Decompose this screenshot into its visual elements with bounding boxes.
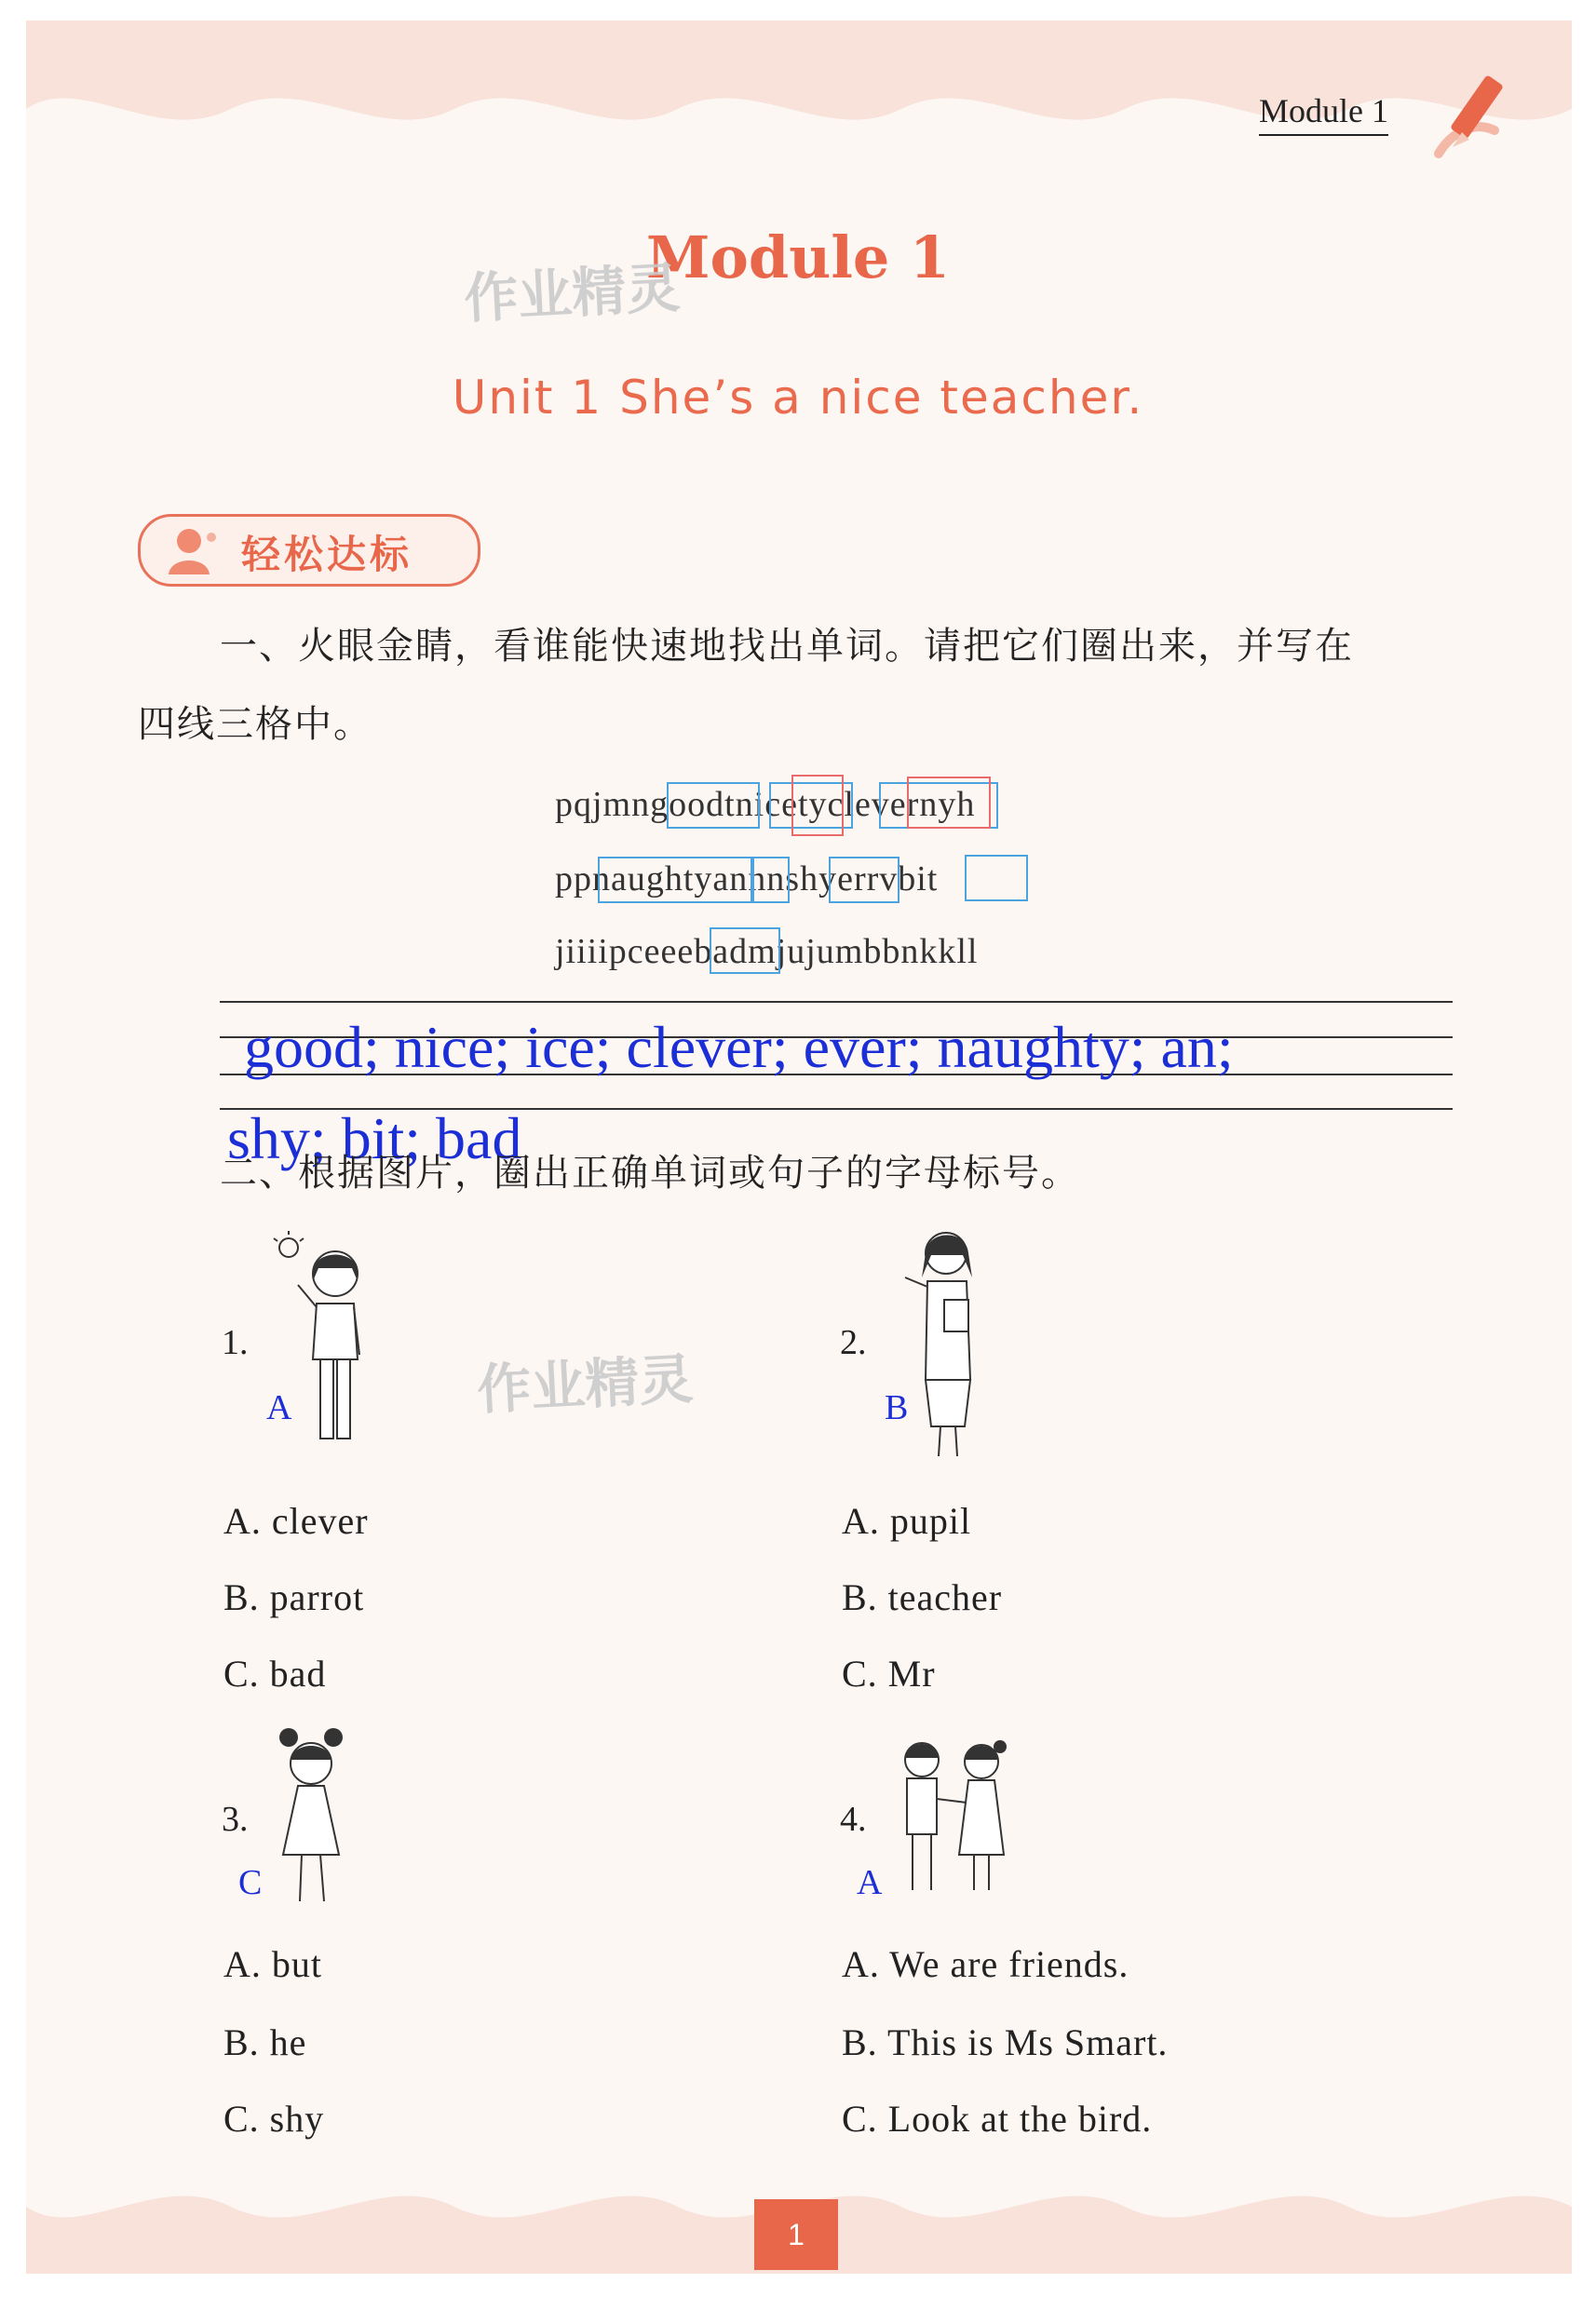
exercise1-instruction-line1: 一、火眼金睛，看谁能快速地找出单词。请把它们圈出来，并写在 bbox=[220, 625, 1354, 668]
circle-ice bbox=[791, 775, 844, 836]
header-module-label: Module 1 bbox=[1259, 91, 1388, 136]
item3-option-a: A. but bbox=[223, 1943, 322, 1985]
page-number: 1 bbox=[754, 2199, 838, 2270]
watermark-text-2: 作业精灵 bbox=[475, 1346, 695, 1423]
handwritten-answer-line2: shy; bit; bad bbox=[227, 1105, 522, 1171]
item4-option-c: C. Look at the bird. bbox=[842, 2098, 1153, 2140]
item1-option-c: C. bad bbox=[223, 1653, 327, 1695]
pencil-icon bbox=[1425, 65, 1527, 168]
item1-option-b: B. parrot bbox=[223, 1576, 365, 1618]
circle-good bbox=[667, 782, 760, 829]
item1-number: 1. bbox=[222, 1323, 249, 1362]
item1-option-a: A. clever bbox=[223, 1500, 369, 1542]
item3-option-b: B. he bbox=[223, 2021, 307, 2063]
letter-row-3: jiiiipceeebadmjujumbbnkkll bbox=[555, 932, 979, 971]
item2-number: 2. bbox=[840, 1323, 867, 1362]
top-wave-decoration bbox=[26, 20, 1572, 160]
circle-naughty bbox=[598, 857, 754, 903]
circle-bad bbox=[710, 927, 780, 974]
item2-option-a: A. pupil bbox=[842, 1500, 972, 1542]
writing-line-1 bbox=[220, 1001, 1453, 1003]
item2-option-c: C. Mr bbox=[842, 1653, 936, 1695]
student-icon bbox=[161, 524, 226, 576]
unit-title: Unit 1 She’s a nice teacher. bbox=[452, 371, 1144, 425]
item3-option-c: C. shy bbox=[223, 2098, 325, 2140]
circle-shy bbox=[829, 857, 899, 903]
item1-answer: A bbox=[266, 1388, 292, 1427]
item3-number: 3. bbox=[222, 1800, 249, 1839]
item4-option-b: B. This is Ms Smart. bbox=[842, 2021, 1169, 2063]
circle-ever bbox=[907, 777, 991, 829]
item4-number: 4. bbox=[840, 1800, 867, 1839]
exercise1-instruction-line2: 四线三格中。 bbox=[138, 703, 372, 746]
shy-girl-figure bbox=[264, 1724, 358, 1911]
exercise2-instruction: 二、根据图片，圈出正确单词或句子的字母标号。 bbox=[220, 1152, 1080, 1195]
friends-shaking-hands-figure bbox=[885, 1734, 1024, 1901]
item2-answer: B bbox=[885, 1388, 909, 1427]
circle-an bbox=[751, 857, 790, 903]
item3-answer: C bbox=[238, 1863, 263, 1902]
teacher-figure bbox=[894, 1222, 996, 1464]
item4-answer: A bbox=[857, 1863, 883, 1902]
handwritten-answer-line1: good; nice; ice; clever; ever; naughty; an; bbox=[244, 1014, 1234, 1080]
letter-row-1: pqjmngoodtnicetyclevernyh bbox=[555, 785, 976, 824]
section-badge bbox=[138, 514, 480, 587]
circle-bit bbox=[965, 855, 1028, 901]
item2-option-b: B. teacher bbox=[842, 1576, 1003, 1618]
item4-option-a: A. We are friends. bbox=[842, 1943, 1129, 1985]
section-badge-label: 轻松达标 bbox=[241, 532, 413, 577]
girl-with-idea-figure bbox=[270, 1229, 382, 1453]
watermark-text: 作业精灵 bbox=[462, 255, 682, 331]
letter-row-2: ppnaughtyannnshyerrvbit bbox=[555, 859, 939, 899]
module-title: Module 1 bbox=[645, 223, 951, 291]
